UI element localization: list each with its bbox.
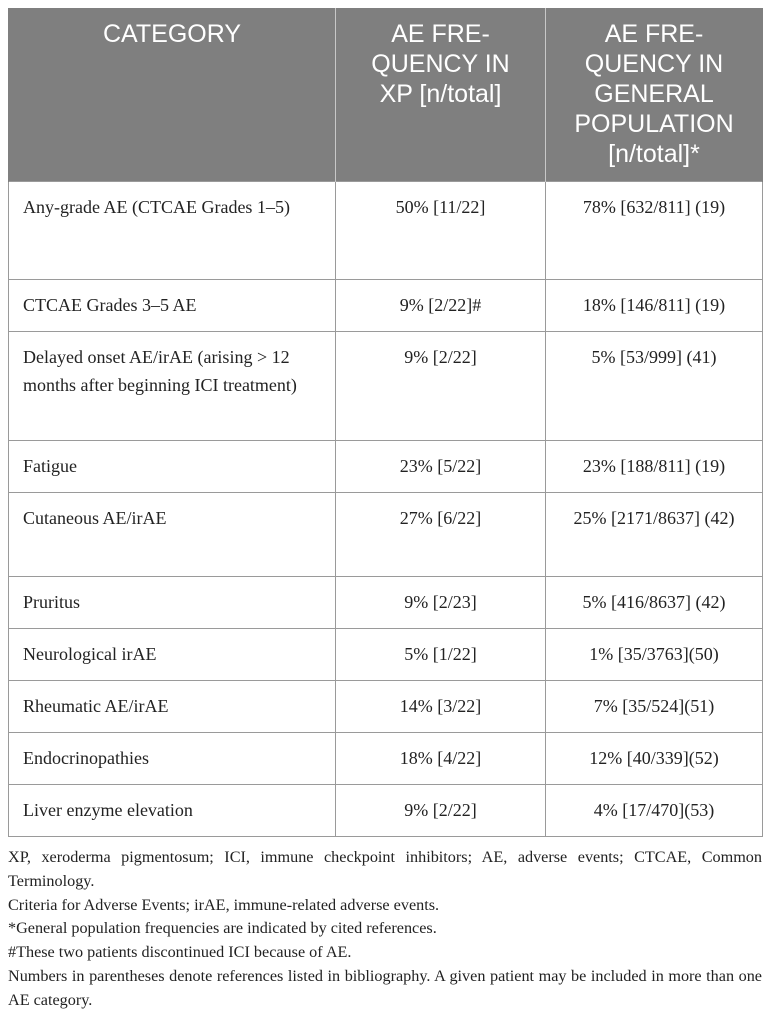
xp-frequency-cell: 5% [1/22] (336, 629, 546, 681)
footnote-abbreviations-continued: Criteria for Adverse Events; irAE, immune-related adverse events. (8, 895, 440, 914)
table-row (9, 441, 763, 493)
general-frequency-cell: 5% [53/999] (41) (546, 332, 763, 441)
general-frequency-cell: 4% [17/470](53) (546, 785, 763, 837)
general-frequency-cell: 1% [35/3763](50) (546, 629, 763, 681)
category-cell: Neurological irAE (9, 629, 336, 681)
table-footnotes (8, 846, 762, 1013)
table-row (9, 493, 763, 577)
header-category-line: CATEGORY (103, 20, 241, 48)
header-general-line: [n/total]* (608, 140, 700, 168)
general-frequency-cell: 5% [416/8637] (42) (546, 577, 763, 629)
xp-frequency-cell: 9% [2/23] (336, 577, 546, 629)
header-category (9, 8, 336, 182)
category-cell: Delayed onset AE/irAE (arising > 12 months after beginning ICI treatment) (9, 332, 336, 441)
xp-frequency-cell: 9% [2/22] (336, 332, 546, 441)
header-general-line: QUENCY IN (584, 50, 724, 78)
header-general-frequency (546, 8, 763, 182)
general-frequency-cell: 25% [2171/8637] (42) (546, 493, 763, 577)
table-header (9, 8, 763, 182)
category-cell: Any-grade AE (CTCAE Grades 1–5) (9, 182, 336, 280)
header-general-line: POPULATION (574, 110, 734, 138)
category-cell: CTCAE Grades 3–5 AE (9, 280, 336, 332)
table-row (9, 182, 763, 280)
xp-frequency-cell: 27% [6/22] (336, 493, 546, 577)
document-page (8, 8, 762, 1013)
footnote-abbreviations: XP, xeroderma pigmentosum; ICI, immune checkpoint inhibitors; AE, adverse events; CTCAE, Common Terminology. (8, 848, 762, 890)
general-frequency-cell: 23% [188/811] (19) (546, 441, 763, 493)
general-frequency-cell: 12% [40/339](52) (546, 733, 763, 785)
general-frequency-cell: 78% [632/811] (19) (546, 182, 763, 280)
xp-frequency-cell: 14% [3/22] (336, 681, 546, 733)
table-row (9, 577, 763, 629)
footnote-references: Numbers in parentheses denote references listed in bibliography. A given patient may be included in more than one AE category. (8, 966, 762, 1009)
category-cell: Cutaneous AE/irAE (9, 493, 336, 577)
category-cell: Pruritus (9, 577, 336, 629)
xp-frequency-cell: 9% [2/22]# (336, 280, 546, 332)
xp-frequency-cell: 9% [2/22] (336, 785, 546, 837)
xp-frequency-cell: 18% [4/22] (336, 733, 546, 785)
header-xp-line: XP [n/total] (379, 80, 502, 108)
table-row (9, 681, 763, 733)
ae-frequency-table (8, 8, 763, 837)
category-cell: Rheumatic AE/irAE (9, 681, 336, 733)
table-row (9, 280, 763, 332)
header-general-line: AE FRE- (604, 20, 704, 48)
header-xp-frequency (336, 8, 546, 182)
general-frequency-cell: 18% [146/811] (19) (546, 280, 763, 332)
category-cell: Endocrinopathies (9, 733, 336, 785)
header-xp-line: AE FRE- (391, 20, 490, 48)
category-cell: Fatigue (9, 441, 336, 493)
xp-frequency-cell: 23% [5/22] (336, 441, 546, 493)
general-frequency-cell: 7% [35/524](51) (546, 681, 763, 733)
footnote-general-population: *General population frequencies are indicated by cited references. (8, 919, 437, 938)
header-row (9, 8, 763, 182)
footnote-discontinued: #These two patients discontinued ICI because of AE. (8, 943, 352, 962)
table-row (9, 785, 763, 837)
table-row (9, 733, 763, 785)
category-cell: Liver enzyme elevation (9, 785, 336, 837)
xp-frequency-cell: 50% [11/22] (336, 182, 546, 280)
table-row (9, 332, 763, 441)
table-body (9, 182, 763, 837)
table-row (9, 629, 763, 681)
header-general-line: GENERAL (594, 80, 714, 108)
header-xp-line: QUENCY IN (371, 50, 510, 78)
